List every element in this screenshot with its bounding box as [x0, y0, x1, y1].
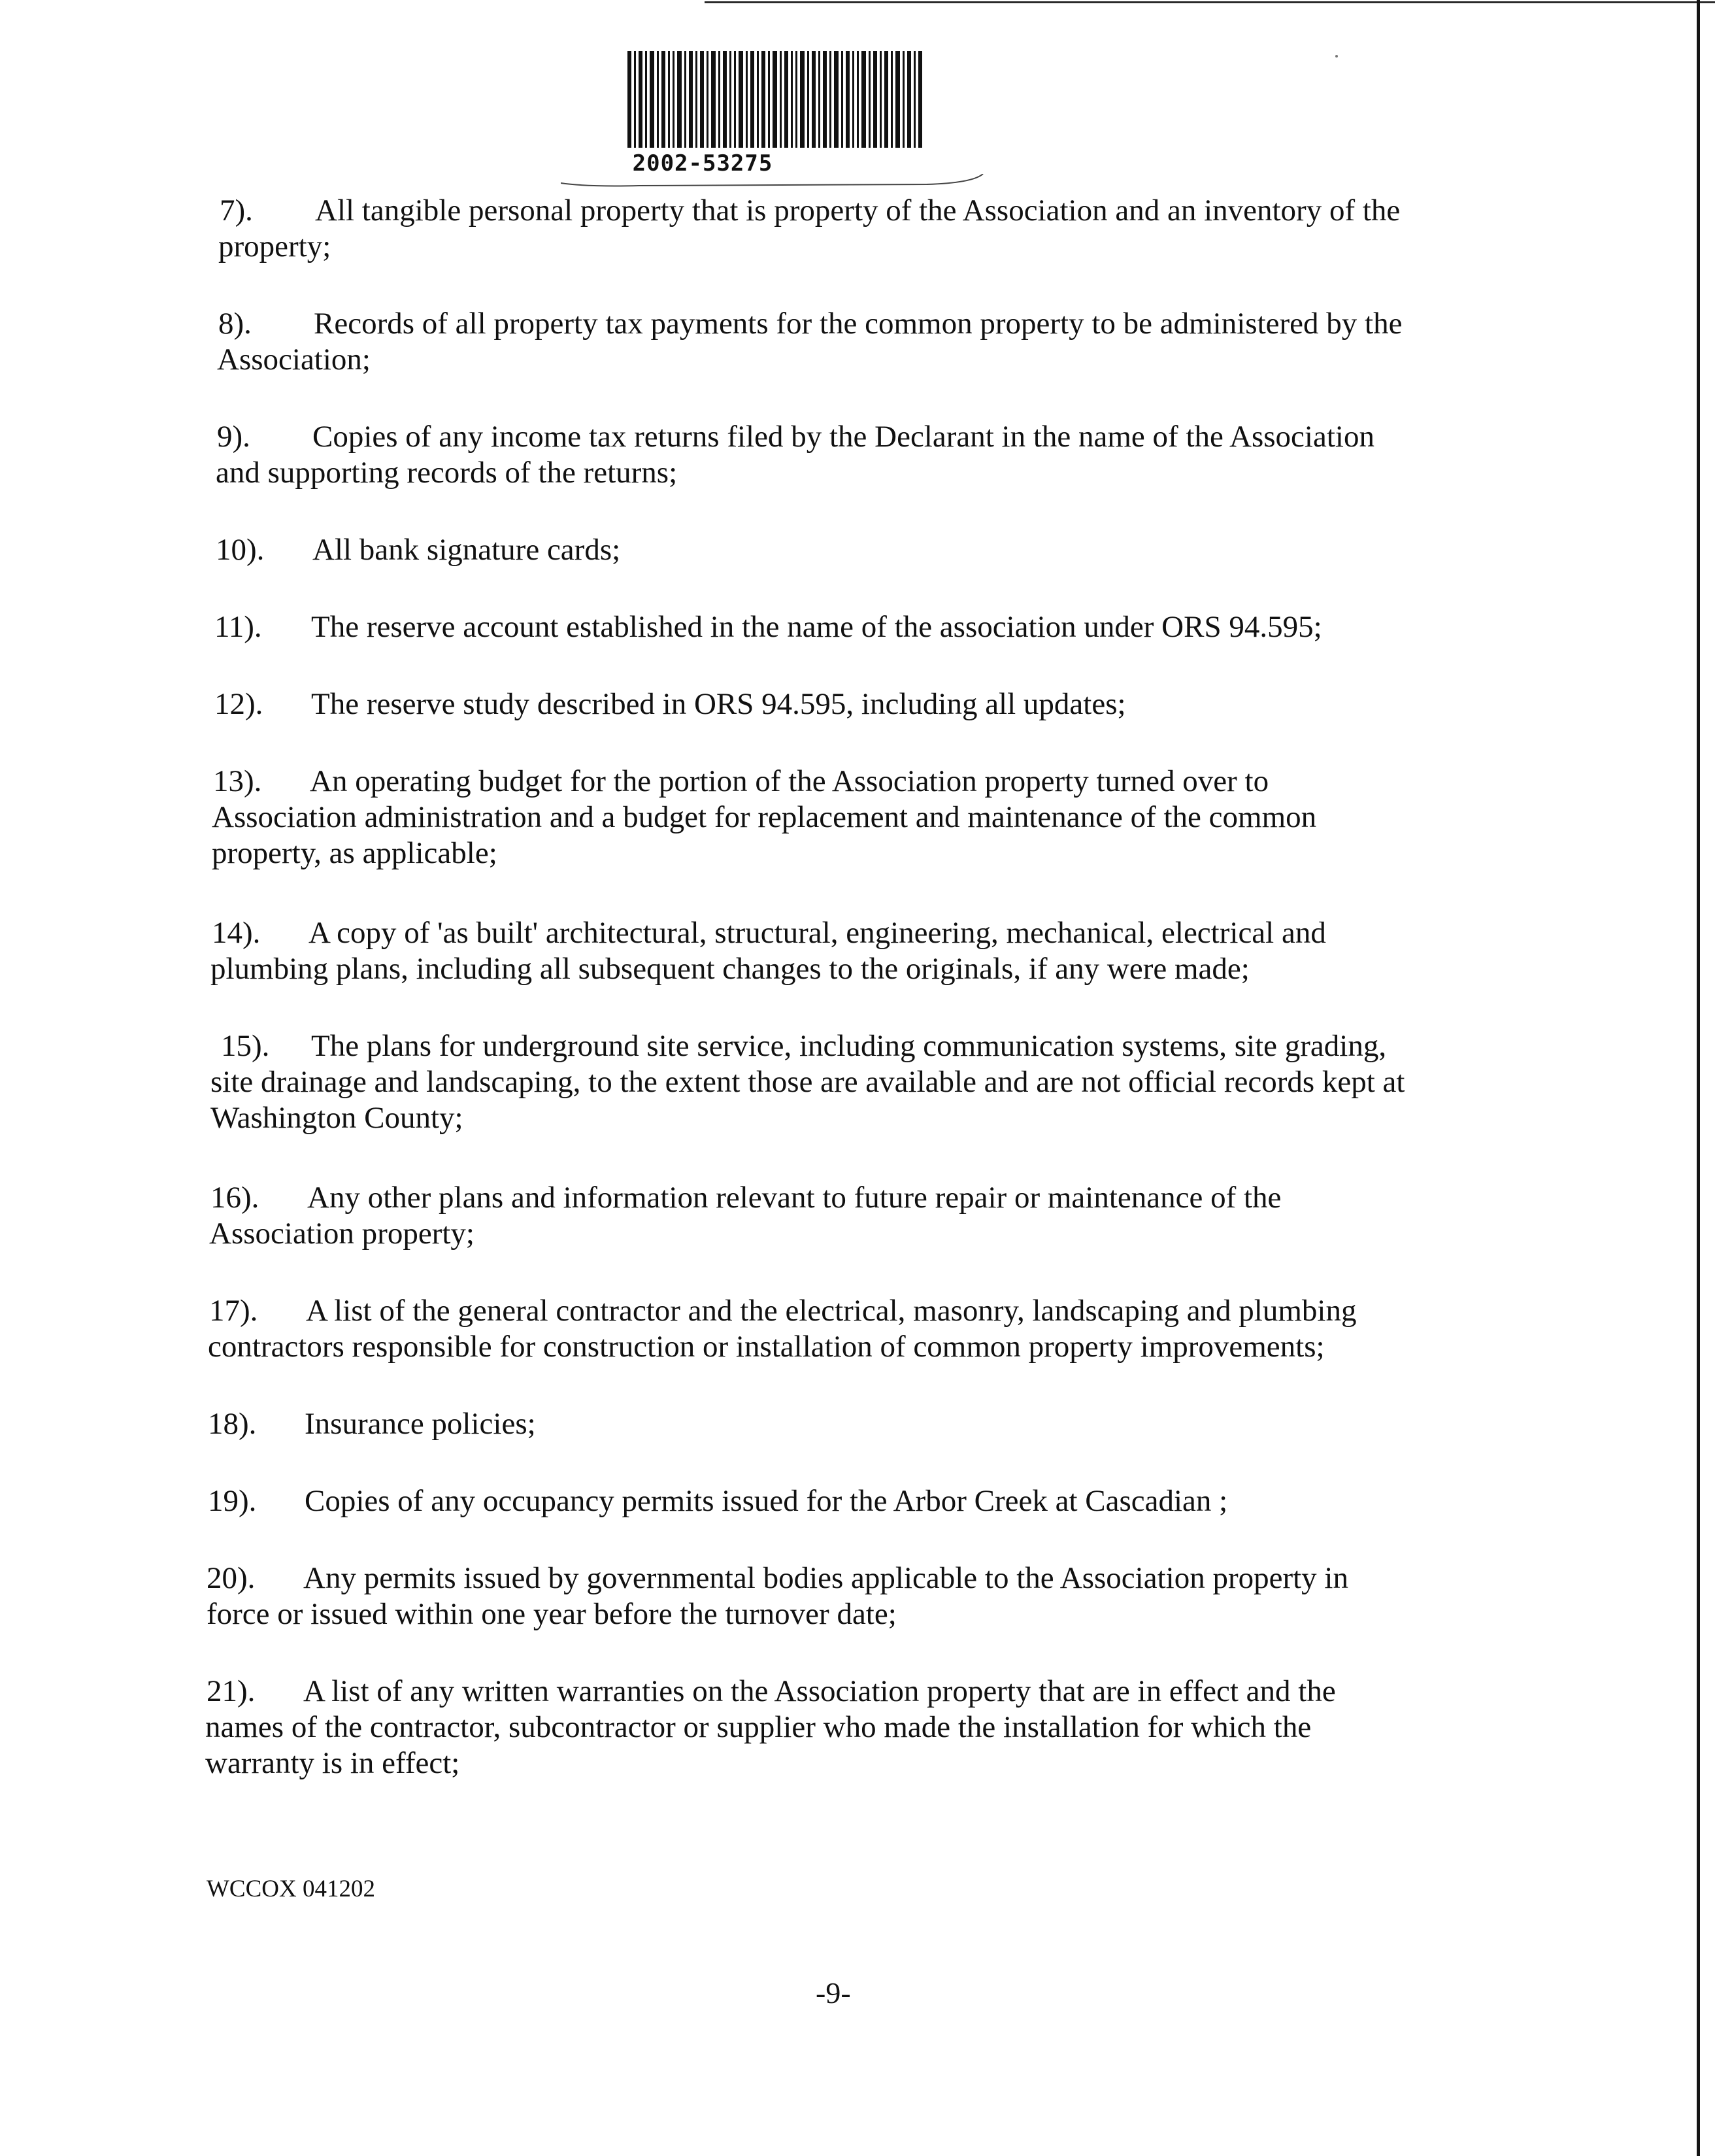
item-text: A copy of 'as built' architectural, structural, engineering, mechanical, electrical and — [308, 916, 1326, 950]
item-text: warranty is in effect; — [205, 1746, 460, 1780]
item-number: 21). — [207, 1674, 256, 1708]
item-number: 11). — [214, 610, 262, 644]
item-text: Association property; — [209, 1217, 475, 1251]
item-text: Insurance policies; — [305, 1407, 536, 1441]
item-text: Copies of any occupancy permits issued for the Arbor Creek at Cascadian ; — [305, 1484, 1228, 1518]
barcode-underline — [561, 174, 984, 188]
item-text: All bank signature cards; — [312, 533, 621, 567]
item-number: 8). — [218, 307, 252, 341]
item-text: The reserve account established in the name of the association under ORS 94.595; — [311, 610, 1322, 644]
item-number: 9). — [217, 420, 250, 454]
item-number: 19). — [208, 1484, 257, 1518]
item-text: A list of any written warranties on the Association property that are in effect and the — [303, 1674, 1336, 1708]
barcode — [627, 51, 928, 182]
item-text: Copies of any income tax returns filed by the Declarant in the name of the Association — [312, 420, 1374, 454]
item-text: Washington County; — [210, 1101, 463, 1135]
item-text: The plans for underground site service, including communication systems, site grading, — [311, 1029, 1387, 1063]
item-text: All tangible personal property that is property of the Association and an inventory of the — [315, 194, 1401, 227]
item-number: 10). — [216, 533, 265, 567]
item-text: Association administration and a budget for replacement and maintenance of the common — [212, 800, 1317, 834]
scan-edge-right — [1697, 0, 1700, 2156]
item-text: property; — [218, 229, 331, 263]
item-number: 15). — [221, 1029, 270, 1063]
item-text: A list of the general contractor and the electrical, masonry, landscaping and plumbing — [306, 1294, 1357, 1328]
item-number: 18). — [208, 1407, 257, 1441]
item-text: Any other plans and information relevant to future repair or maintenance of the — [307, 1181, 1282, 1215]
item-number: 13). — [213, 764, 262, 798]
scan-edge-top — [705, 1, 1715, 3]
barcode-number: 2002-53275 — [632, 150, 773, 177]
item-text: names of the contractor, subcontractor or supplier who made the installation for which the — [205, 1710, 1312, 1744]
item-text: contractors responsible for construction or installation of common property improvements; — [208, 1330, 1325, 1364]
barcode-bars — [627, 51, 928, 149]
item-text: plumbing plans, including all subsequent changes to the originals, if any were made; — [210, 952, 1250, 986]
item-number: 12). — [214, 687, 263, 721]
item-text: Any permits issued by governmental bodies applicable to the Association property in — [303, 1561, 1348, 1595]
item-number: 16). — [210, 1181, 259, 1215]
item-text: property, as applicable; — [212, 836, 497, 870]
item-text: The reserve study described in ORS 94.595, including all updates; — [311, 687, 1126, 721]
page-number: -9- — [816, 1976, 851, 2010]
item-text: Association; — [217, 343, 371, 377]
item-text: and supporting records of the returns; — [216, 456, 678, 490]
item-text: force or issued within one year before the turnover date; — [207, 1597, 897, 1631]
item-text: An operating budget for the portion of the Association property turned over to — [310, 764, 1269, 798]
item-number: 20). — [207, 1561, 256, 1595]
item-text: site drainage and landscaping, to the extent those are available and are not official records kept at — [210, 1065, 1405, 1099]
document-code: WCCOX 041202 — [207, 1876, 375, 1902]
item-number: 7). — [220, 194, 253, 227]
item-text: Records of all property tax payments for the common property to be administered by the — [314, 307, 1403, 341]
scan-speck — [1335, 55, 1338, 58]
item-number: 17). — [209, 1294, 258, 1328]
item-number: 14). — [212, 916, 261, 950]
